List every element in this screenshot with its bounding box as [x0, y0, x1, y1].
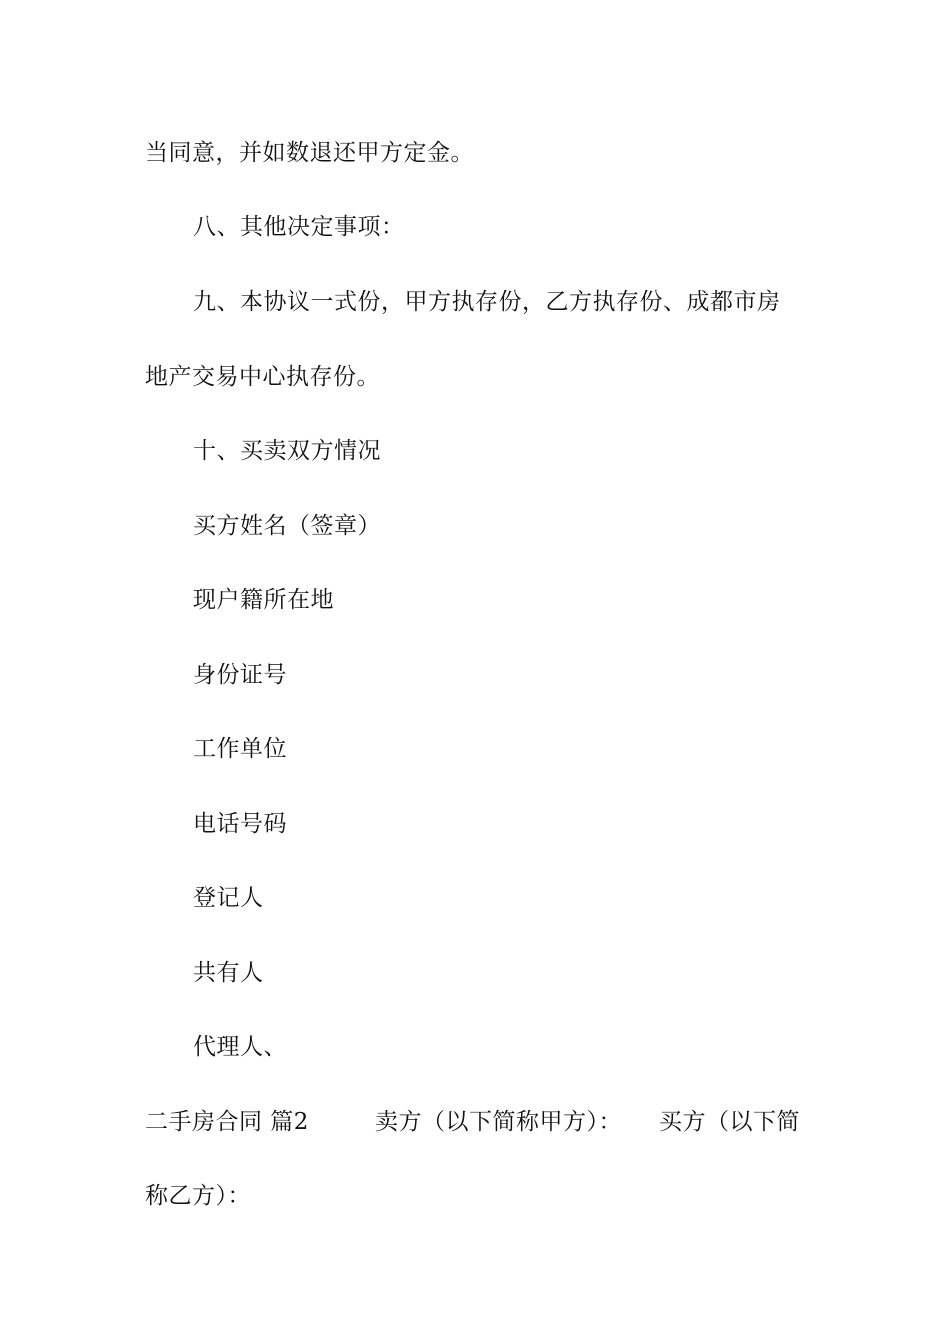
- section2-heading: 二手房合同 篇2: [145, 1109, 309, 1135]
- current-residence: 现户籍所在地: [193, 587, 334, 613]
- clause-ten: 十、买卖双方情况: [193, 438, 381, 464]
- registrant: 登记人: [193, 885, 264, 911]
- agent: 代理人、: [193, 1034, 287, 1060]
- phone-number: 电话号码: [193, 811, 287, 837]
- clause-nine: 九、本协议一式份，甲方执存份，乙方执存份、成都市房: [193, 289, 781, 315]
- buyer-name-signature: 买方姓名（签章）: [193, 513, 381, 539]
- section2-line: [145, 1107, 845, 1137]
- co-owner: 共有人: [193, 960, 264, 986]
- id-number: 身份证号: [193, 662, 287, 688]
- section2-buyer-start: 买方（以下简: [659, 1109, 800, 1135]
- clause-eight: 八、其他决定事项：: [193, 214, 405, 240]
- work-unit: 工作单位: [193, 736, 287, 762]
- section2-buyer-end: 称乙方）：: [145, 1183, 251, 1209]
- paragraph-continuation: 当同意，并如数退还甲方定金。: [145, 140, 474, 166]
- clause-nine-continued: 地产交易中心执存份。: [145, 364, 380, 390]
- section2-seller: 卖方（以下简称甲方）：: [375, 1109, 622, 1135]
